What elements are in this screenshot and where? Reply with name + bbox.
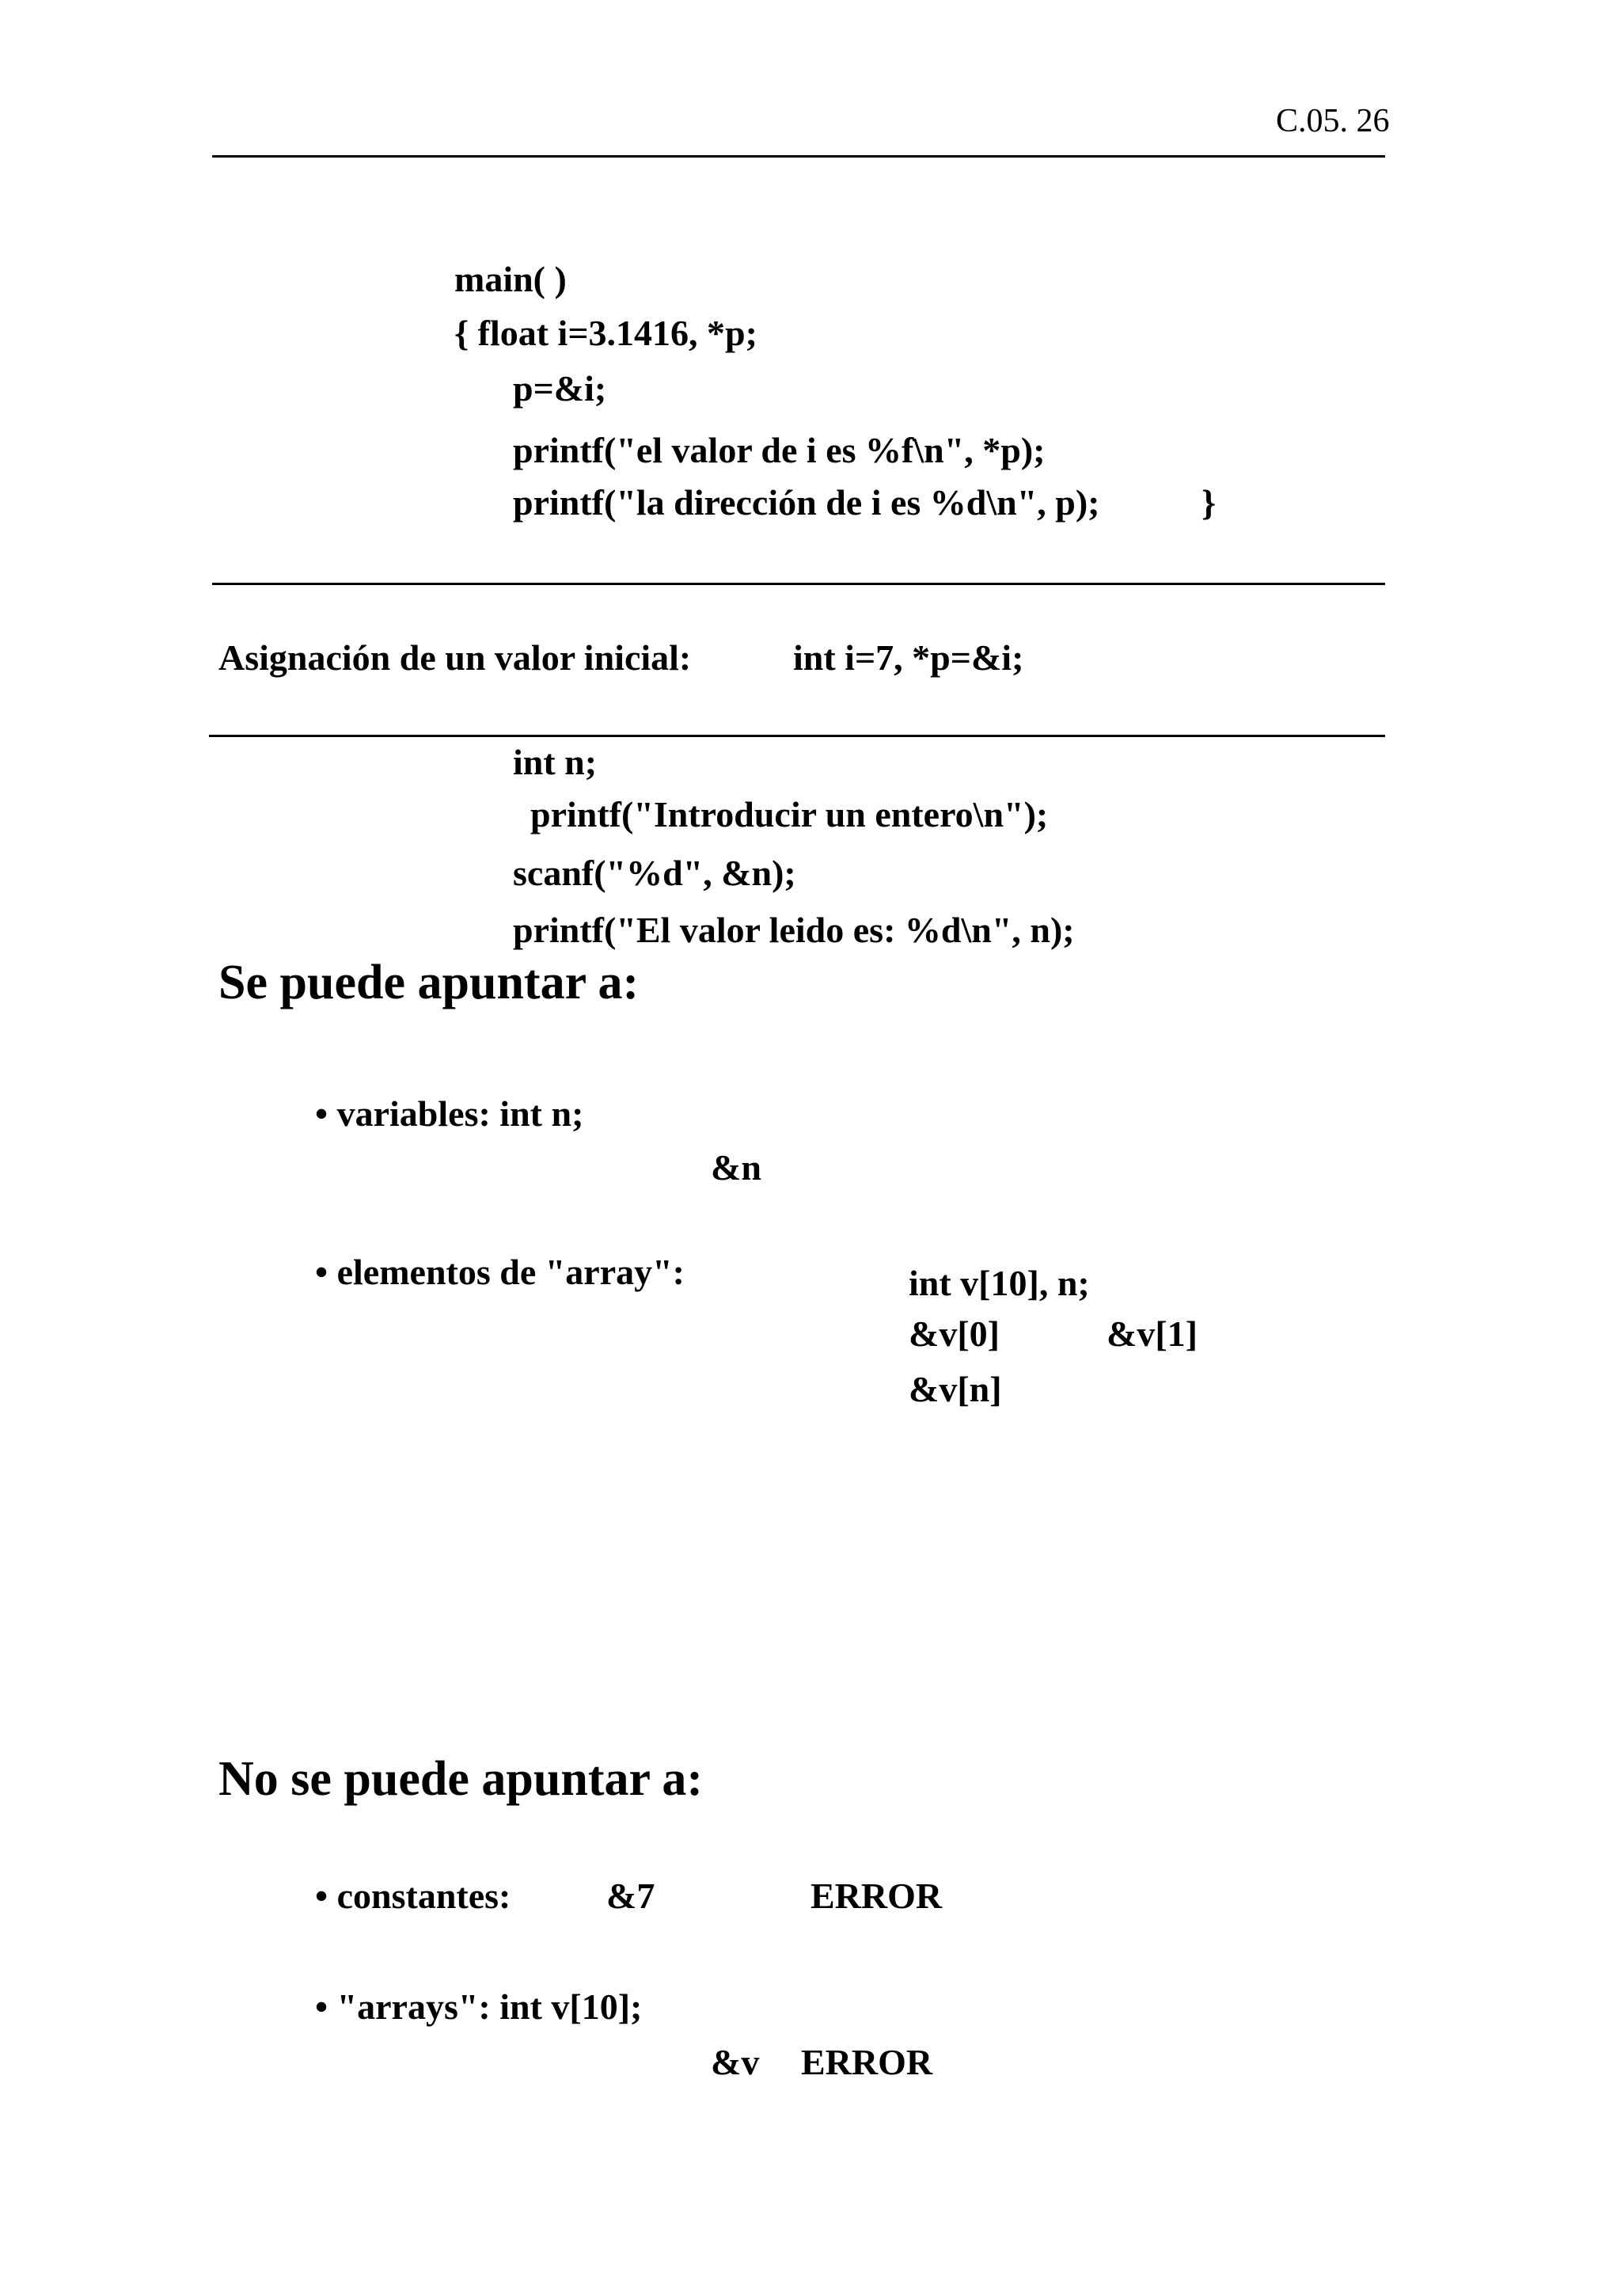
bullet-array-elements: • elementos de "array": xyxy=(315,1252,685,1292)
page-number: C.05. 26 xyxy=(1276,103,1390,139)
array-decl: int v[10], n; xyxy=(909,1263,1090,1303)
bullet-variables: • variables: int n; xyxy=(315,1093,584,1134)
array-example: &v[0] xyxy=(909,1313,1000,1354)
init-label: Asignación de un valor inicial: xyxy=(218,637,692,678)
code-line: int n; xyxy=(513,742,598,782)
bullet-arrays: • "arrays": int v[10]; xyxy=(315,1986,643,2027)
section-heading: No se puede apuntar a: xyxy=(218,1752,704,1806)
code-line: scanf("%d", &n); xyxy=(513,853,796,893)
code-line: { float i=3.1416, *p; xyxy=(454,313,757,353)
header-rule xyxy=(212,155,1385,158)
code-line: printf("la dirección de i es %d\n", p); xyxy=(513,482,1100,523)
closing-brace: } xyxy=(1202,482,1217,523)
init-code: int i=7, *p=&i; xyxy=(793,637,1024,678)
constants-example: &7 xyxy=(606,1876,655,1916)
array-example: &v[n] xyxy=(909,1369,1002,1409)
bullet-constants: • constantes: xyxy=(315,1876,511,1916)
code-line: printf("Introducir un entero\n"); xyxy=(530,794,1049,834)
code-line: printf("El valor leido es: %d\n", n); xyxy=(513,910,1075,950)
section-rule xyxy=(209,735,1385,737)
error-label: ERROR xyxy=(810,1876,943,1916)
arrays-example: &v xyxy=(711,2042,760,2082)
array-example: &v[1] xyxy=(1107,1313,1198,1354)
code-line: p=&i; xyxy=(513,368,607,409)
error-label: ERROR xyxy=(801,2042,933,2082)
section-rule xyxy=(212,583,1385,585)
code-line: main( ) xyxy=(454,259,567,299)
section-heading: Se puede apuntar a: xyxy=(218,956,640,1009)
code-line: printf("el valor de i es %f\n", *p); xyxy=(513,430,1046,470)
variables-example: &n xyxy=(711,1147,761,1188)
